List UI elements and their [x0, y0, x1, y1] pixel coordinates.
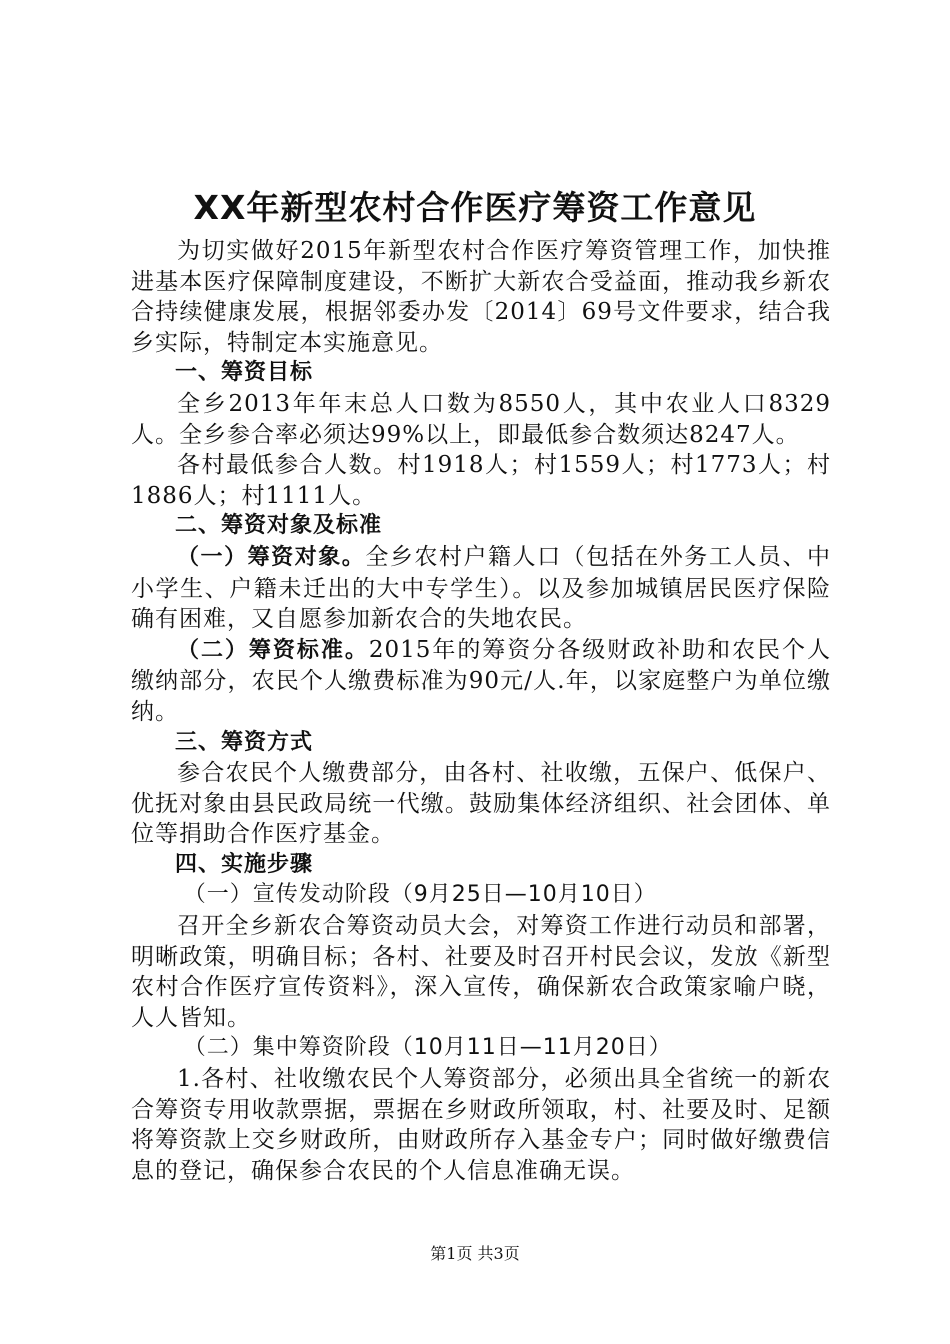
section2-sub1	[131, 542, 831, 635]
document-title: XX年新型农村合作医疗筹资工作意见	[193, 188, 757, 227]
section3-paragraph: 参合农民个人缴费部分，由各村、社收缴，五保户、低保户、优抚对象由县民政局统一代缴。鼓励集体经济组织、社会团体、单位等捐助合作医疗基金。	[131, 760, 831, 848]
section2-sub2-label: （二）筹资标准。	[177, 637, 369, 663]
stage2-item-1: 1.各村、社收缴农民个人筹资部分，必须出具全省统一的新农合筹资专用收款票据，票据在乡财政所领取，村、社要及时、足额将筹资款上交乡财政所，由财政所存入基金专户；同时做好缴费信息的登记，确保参合农民的个人信息准确无误。	[131, 1066, 831, 1184]
stage2-heading: （二）集中筹资阶段（10月11日—11月20日）	[183, 1035, 672, 1061]
section2-sub1-label: （一）筹资对象。	[177, 544, 366, 570]
stage1-heading: （一）宣传发动阶段（9月25日—10月10日）	[183, 882, 657, 908]
section1-heading: 一、筹资目标	[175, 360, 314, 386]
section1-paragraph-2: 各村最低参合人数。村1918人；村1559人；村1773人；村1886人；村1111人。	[131, 452, 831, 509]
section1-paragraph-1: 全乡2013年年末总人口数为8550人，其中农业人口8329人。全乡参合率必须达99%以上，即最低参合数须达8247人。	[131, 390, 831, 448]
intro-paragraph: 为切实做好2015年新型农村合作医疗筹资管理工作，加快推进基本医疗保障制度建设，不断扩大新农合受益面，推动我乡新农合持续健康发展，根据邻委办发〔2014〕69号文件要求，结合我乡实际，特制定本实施意见。	[131, 238, 831, 356]
stage1-paragraph: 召开全乡新农合筹资动员大会，对筹资工作进行动员和部署，明晰政策，明确目标；各村、社要及时召开村民会议，发放《新型农村合作医疗宣传资料》，深入宣传，确保新农合政策家喻户晓，人人皆知。	[131, 913, 831, 1031]
section2-heading: 二、筹资对象及标准	[175, 513, 383, 539]
section2-sub2	[131, 635, 831, 728]
section4-heading: 四、实施步骤	[175, 851, 314, 877]
section3-heading: 三、筹资方式	[175, 729, 314, 755]
section2-sub2-text: 2015年的筹资分各级财政补助和农民个人缴纳部分，农民个人缴费标准为90元/人.年，以家庭整户为单位缴纳。	[131, 636, 831, 725]
section2-sub1-text: 全乡农村户籍人口（包括在外务工人员、中小学生、户籍未迁出的大中专学生）。以及参加城镇居民医疗保险确有困难，又自愿参加新农合的失地农民。	[131, 543, 831, 633]
page-footer: 第1页 共3页	[430, 1244, 520, 1263]
document-body	[131, 236, 831, 1186]
